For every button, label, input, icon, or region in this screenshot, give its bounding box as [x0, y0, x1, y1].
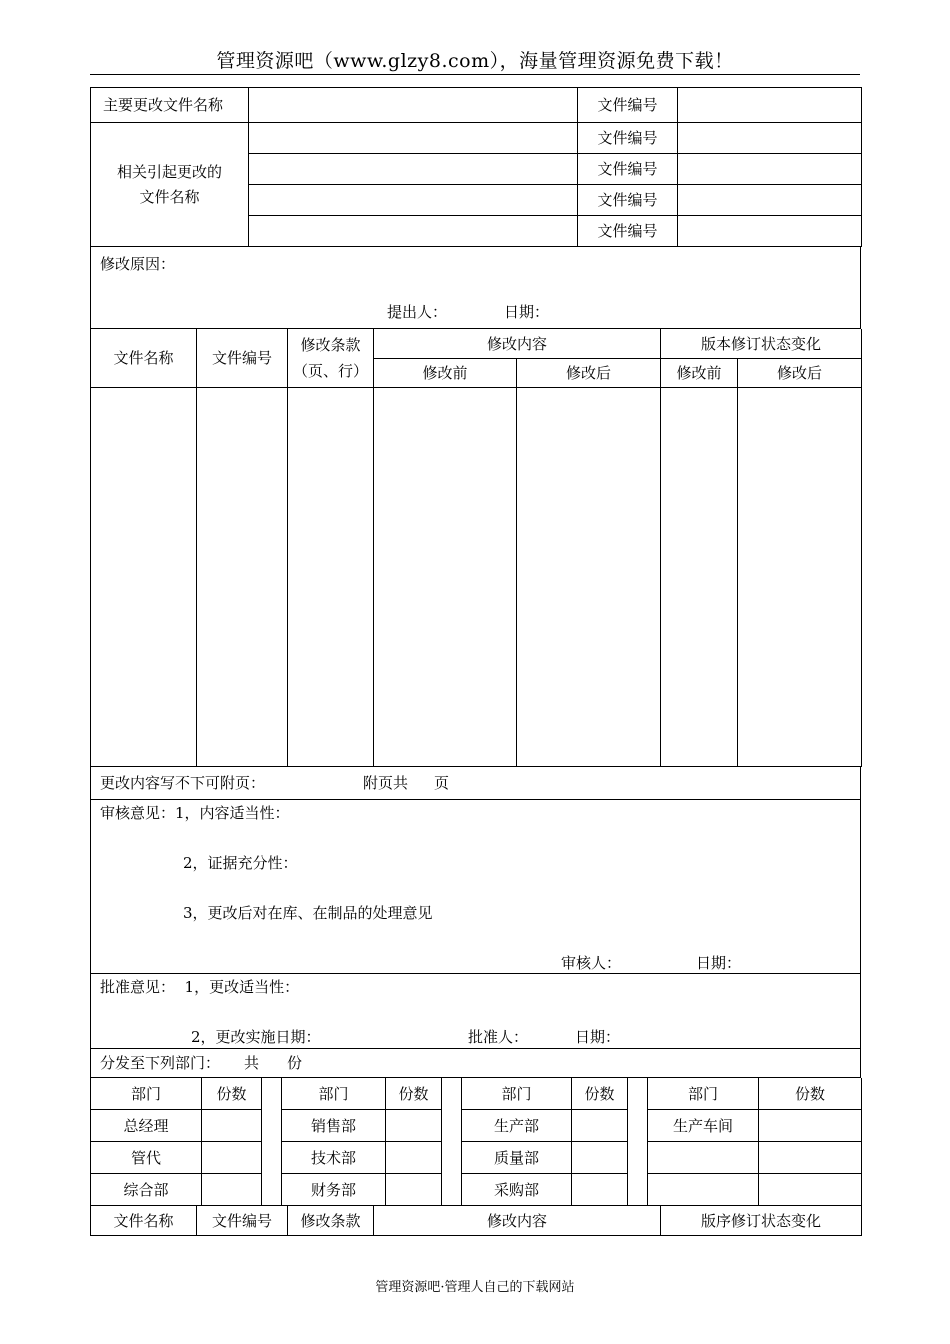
dept-name-empty[interactable] — [648, 1174, 759, 1206]
dept-count-field[interactable] — [572, 1174, 628, 1206]
sub-content-before: 修改前 — [374, 359, 517, 388]
dept-count-field[interactable] — [572, 1142, 628, 1174]
review-section — [90, 800, 861, 974]
count-header: 份数 — [759, 1078, 862, 1110]
col-file-no: 文件编号 — [197, 329, 288, 388]
reviewer-label: 审核人： — [561, 954, 622, 972]
bottom-col-file-no: 文件编号 — [197, 1206, 288, 1236]
column-spacer — [442, 1078, 462, 1206]
review-cell[interactable] — [91, 800, 861, 974]
distribution-unit: 份 — [287, 1054, 303, 1072]
related-file-no-field[interactable] — [678, 123, 862, 154]
related-file-name-field[interactable] — [249, 154, 578, 185]
file-info-table — [90, 87, 862, 247]
dept-name: 质量部 — [462, 1142, 572, 1174]
dept-count-field[interactable] — [386, 1142, 442, 1174]
page-header-title: 管理资源吧（www.glzy8.com），海量管理资源免费下载！ — [216, 50, 734, 72]
dept-name: 管代 — [91, 1142, 202, 1174]
related-file-name-field[interactable] — [249, 123, 578, 154]
col-clause — [288, 329, 374, 388]
col-version-status: 版本修订状态变化 — [661, 329, 862, 359]
distribution-section — [90, 1049, 861, 1078]
file-no-entry[interactable] — [197, 388, 288, 767]
col-clause-line1: 修改条款 — [300, 336, 361, 354]
col-clause-line2: （页、行） — [292, 362, 368, 380]
approval-cell[interactable] — [91, 974, 861, 1049]
distribution-label: 分发至下列部门： — [100, 1054, 221, 1072]
change-details-table — [90, 329, 862, 767]
proposer-label: 提出人： — [387, 303, 448, 321]
bottom-col-clause: 修改条款 — [288, 1206, 374, 1236]
related-file-no-field[interactable] — [678, 216, 862, 247]
page-footer: 管理资源吧·管理人自己的下载网站 — [375, 1280, 575, 1295]
dept-name: 采购部 — [462, 1174, 572, 1206]
col-file-name: 文件名称 — [91, 329, 197, 388]
approver-label: 批准人： — [468, 1028, 529, 1046]
bottom-header-table — [90, 1206, 862, 1236]
attachment-cell[interactable] — [91, 767, 861, 800]
dept-header: 部门 — [648, 1078, 759, 1110]
dept-count-field[interactable] — [572, 1110, 628, 1142]
column-spacer — [628, 1078, 648, 1206]
col-change-content: 修改内容 — [374, 329, 661, 359]
clause-entry[interactable] — [288, 388, 374, 767]
approval-date-label: 日期： — [575, 1028, 621, 1046]
related-files-label-line2: 文件名称 — [139, 188, 200, 206]
related-file-no-field[interactable] — [678, 185, 862, 216]
dept-name: 技术部 — [282, 1142, 386, 1174]
approval-label: 批准意见： 1，更改适当性： — [100, 978, 300, 996]
file-no-label: 文件编号 — [578, 185, 678, 216]
distribution-total: 共 — [244, 1054, 260, 1072]
bottom-col-content: 修改内容 — [374, 1206, 661, 1236]
related-file-name-field[interactable] — [249, 216, 578, 247]
related-file-no-field[interactable] — [678, 154, 862, 185]
sub-version-after: 修改后 — [738, 359, 862, 388]
reason-date-label: 日期： — [504, 303, 550, 321]
version-before-entry[interactable] — [661, 388, 738, 767]
departments-table — [90, 1078, 862, 1206]
dept-name: 销售部 — [282, 1110, 386, 1142]
bottom-col-file-name: 文件名称 — [91, 1206, 197, 1236]
bottom-col-version: 版序修订状态变化 — [661, 1206, 862, 1236]
file-no-label: 文件编号 — [578, 216, 678, 247]
count-header: 份数 — [386, 1078, 442, 1110]
main-file-name-label: 主要更改文件名称 — [91, 88, 249, 123]
dept-name-empty[interactable] — [648, 1142, 759, 1174]
dept-count-field[interactable] — [759, 1110, 862, 1142]
content-after-entry[interactable] — [517, 388, 661, 767]
count-header: 份数 — [572, 1078, 628, 1110]
attachment-label: 更改内容写不下可附页： — [100, 774, 266, 792]
dept-count-field[interactable] — [386, 1110, 442, 1142]
approval-section — [90, 974, 861, 1049]
attachment-section — [90, 767, 861, 800]
dept-name: 生产车间 — [648, 1110, 759, 1142]
reason-cell[interactable] — [91, 247, 861, 329]
content-before-entry[interactable] — [374, 388, 517, 767]
sub-content-after: 修改后 — [517, 359, 661, 388]
dept-name: 综合部 — [91, 1174, 202, 1206]
version-after-entry[interactable] — [738, 388, 862, 767]
distribution-cell — [91, 1049, 861, 1078]
column-spacer — [262, 1078, 282, 1206]
attachment-pages-label: 附页共 — [363, 774, 409, 792]
dept-header: 部门 — [282, 1078, 386, 1110]
review-date-label: 日期： — [696, 954, 742, 972]
dept-count-field[interactable] — [759, 1174, 862, 1206]
dept-name: 财务部 — [282, 1174, 386, 1206]
dept-count-field[interactable] — [386, 1174, 442, 1206]
dept-count-field[interactable] — [202, 1110, 262, 1142]
sub-version-before: 修改前 — [661, 359, 738, 388]
main-file-no-field[interactable] — [678, 88, 862, 123]
dept-count-field[interactable] — [759, 1142, 862, 1174]
main-file-name-field[interactable] — [249, 88, 578, 123]
related-files-label — [91, 123, 249, 247]
dept-name: 生产部 — [462, 1110, 572, 1142]
file-no-label: 文件编号 — [578, 88, 678, 123]
related-files-label-line1: 相关引起更改的 — [116, 163, 222, 181]
file-no-label: 文件编号 — [578, 154, 678, 185]
dept-count-field[interactable] — [202, 1142, 262, 1174]
dept-header: 部门 — [462, 1078, 572, 1110]
approval-item-2: 2，更改实施日期： — [191, 1028, 321, 1046]
header-divider — [90, 74, 860, 75]
dept-count-field[interactable] — [202, 1174, 262, 1206]
attachment-page-unit: 页 — [434, 774, 450, 792]
review-item-2: 2，证据充分性： — [183, 854, 298, 872]
reason-label: 修改原因： — [100, 255, 176, 273]
file-no-label: 文件编号 — [578, 123, 678, 154]
review-item-3: 3，更改后对在库、在制品的处理意见 — [183, 904, 433, 922]
related-file-name-field[interactable] — [249, 185, 578, 216]
dept-name: 总经理 — [91, 1110, 202, 1142]
dept-header: 部门 — [91, 1078, 202, 1110]
change-request-form — [90, 87, 861, 1236]
count-header: 份数 — [202, 1078, 262, 1110]
review-label: 审核意见：1，内容适当性： — [100, 804, 290, 822]
file-name-entry[interactable] — [91, 388, 197, 767]
reason-section — [90, 247, 861, 329]
